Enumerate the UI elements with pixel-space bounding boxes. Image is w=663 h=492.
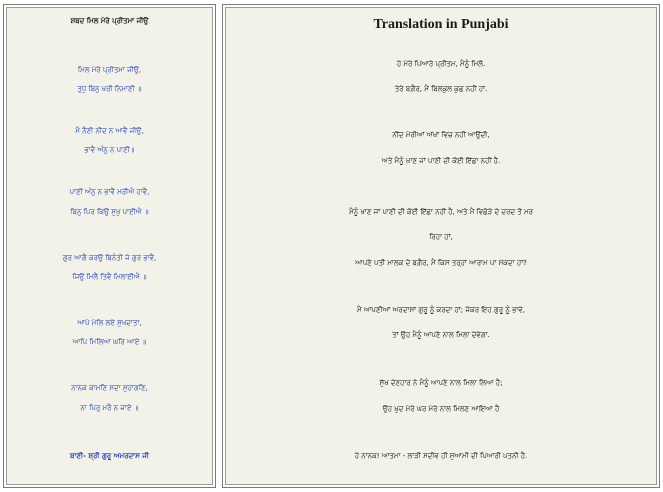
verse-line: ਭਾਵੈ ਅੰਨੁ ਨ ਪਾਣੀ॥	[84, 146, 135, 154]
verse-line: ਆਪੇ ਮੇਲਿ ਲਏ ਸੁਖਦਾਤਾ,	[77, 319, 142, 327]
translation-panel	[222, 4, 660, 488]
translation-line: ਰਿਹਾ ਹਾਂ,	[429, 233, 453, 241]
translation-title: Translation in Punjabi	[373, 17, 509, 32]
verse-line: ਨਾ ਪਿਰੁ ਮਰੈ ਨ ਜਾਏ ॥	[80, 404, 139, 412]
verse-line: ਪਾਣੀ ਅੰਨੁ ਨ ਭਾਵੈ ਮਰੀਐ ਹਾਵੈ,	[69, 188, 150, 196]
verse-line: ਬਿਨੁ ਪਿਰ ਕਿਉ ਸੁਖੁ ਪਾਈਐ ॥	[70, 208, 149, 216]
verse-line: ਜਿਉ ਮਿਲੈ ਤਿਵੈ ਮਿਲਾਈਐ ॥	[72, 273, 147, 281]
translation-line: ਹੇ ਮੇਰੇ ਪਿਆਰੇ ਪ੍ਰੀਤਮ, ਮੈਨੂੰ ਮਿਲੋ.	[396, 60, 486, 68]
verse-line: ਤੁਧੁ ਬਿਨੁ ਖਰੀ ਨਿਮਾਣੀ ॥	[77, 85, 142, 93]
verse-line: ਮੈ ਨੈਣੀ ਨੀਦ ਨ ਆਵੈ ਜੀਉ,	[75, 127, 144, 135]
translation-line: ਮੈਂ ਆਪਣੀਆਂ ਅਰਦਾਸਾਂ ਗੁਰੂ ਨੂੰ ਕਰਦਾ ਹਾਂ; ਜੇਕਰ ਇਹ ਗੁਰੂ ਨੂੰ ਭਾਵੇ,	[356, 306, 526, 314]
translation-line: ਨੀਂਦ ਮੇਰੀਆਂ ਅੱਖਾਂ ਵਿਚ ਨਹੀਂ ਆਉਂਦੀ,	[392, 131, 490, 139]
translation-line: ਮੈਨੂੰ ਖਾਣ ਜਾਂ ਪਾਣੀ ਦੀ ਕੋਈ ਇੱਛਾ ਨਹੀਂ ਹੈ, ਅਤੇ ਮੈਂ ਵਿਛੋੜੇ ਦੇ ਦਰਦ ਤੋਂ ਮਰ	[349, 208, 533, 216]
translation-line: ਸੁੱਖ ਦੇਣਹਾਰ ਨੇ ਮੈਨੂੰ ਆਪਣੇ ਨਾਲ ਮਿਲਾ ਲਿਆ ਹੈ;	[379, 379, 503, 387]
gurbani-panel	[3, 4, 216, 488]
translation-line: ਹੇ ਨਾਨਕ! ਆਤਮਾ - ਲਾੜੀ ਸਦੀਵ ਹੀ ਸੁਆਮੀ ਦੀ ਪਿਆਰੀ ਪਤਨੀ ਹੈ.	[354, 452, 528, 460]
verse-line: ਗੁਰ ਆਗੈ ਕਰਉ ਬਿਨੰਤੀ ਜੇ ਗੁਰ ਭਾਵੈ,	[62, 254, 157, 262]
translation-line: ਉਹ ਖ਼ੁਦ ਮੇਰੇ ਘਰ ਮੇਰੇ ਨਾਲ ਮਿਲਣ ਆਇਆ ਹੈ	[382, 405, 500, 413]
shabad-verses	[4, 5, 215, 487]
bani-attribution: ਬਾਣੀ- ਸ਼੍ਰੀ ਗੁਰੂ ਅਮਰਦਾਸ ਜੀ	[70, 452, 149, 460]
translation-line: ਤੇਰੇ ਬਗ਼ੈਰ, ਮੈਂ ਬਿਲਕੁਲ ਕੁਛ ਨਹੀਂ ਹਾਂ.	[394, 85, 488, 93]
translation-line: ਆਪਣੇ ਪਤੀ ਮਾਲਕ ਦੇ ਬਗ਼ੈਰ, ਮੈਂ ਕਿਸ ਤਰ੍ਹਾਂ ਆਰਾਮ ਪਾ ਸਕਦਾ ਹਾਂ?	[355, 259, 527, 267]
translation-line: ਤਾਂ ਉਹ ਮੈਨੂੰ ਆਪਣੇ ਨਾਲ ਮਿਲਾ ਦੇਵੇਗਾ.	[392, 331, 490, 339]
translation-line: ਅਤੇ ਮੈਨੂੰ ਖਾਣ ਜਾਂ ਪਾਣੀ ਦੀ ਕੋਈ ਇੱਛਾ ਨਹੀਂ ਹੈ.	[381, 157, 501, 165]
shabad-title: ਸ਼ਬਦ ਮਿਲ ਮੇਰੇ ਪ੍ਰੀਤਮਾ ਜੀਉ	[70, 17, 149, 25]
verse-line: ਨਾਨਕ ਕਾਮਣਿ ਸਦਾ ਸੁਹਾਗਣਿ,	[71, 384, 148, 392]
verse-line: ਮਿਲ ਮੇਰੇ ਪ੍ਰੀਤਮਾ ਜੀਉ,	[77, 66, 142, 74]
verse-line: ਆਪਿ ਮਿਲਿਆ ਘਰਿ ਆਏ ॥	[72, 338, 147, 346]
